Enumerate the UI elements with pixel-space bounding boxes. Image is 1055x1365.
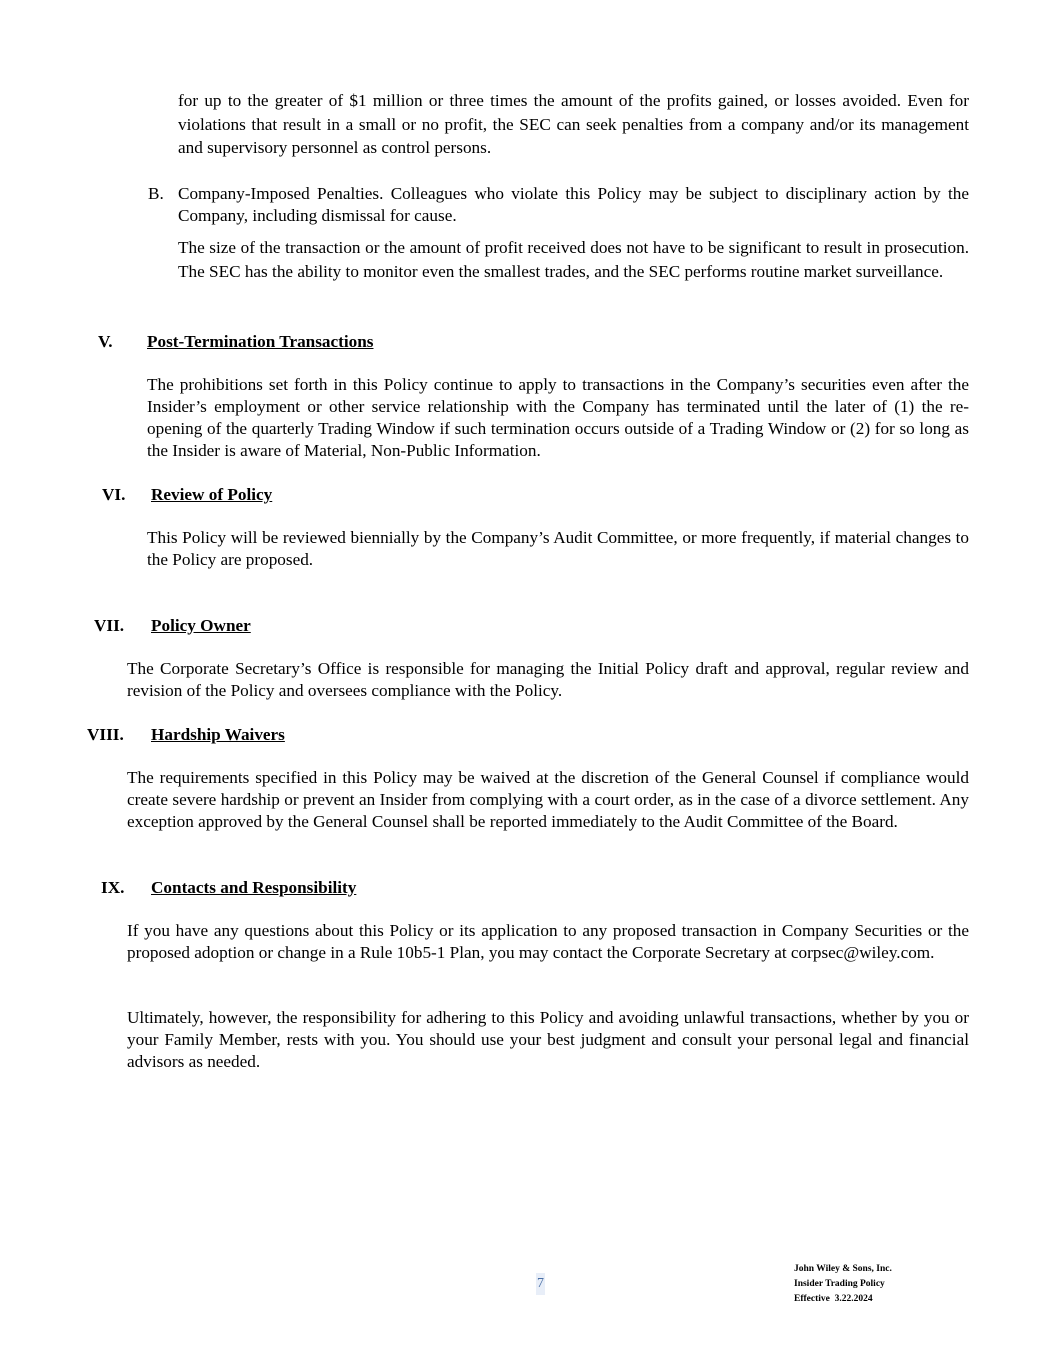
section-vi-body: This Policy will be reviewed biennially by the Company’s Audit Committee, or more frequently, if material changes to the Policy are proposed. — [147, 528, 969, 569]
section-ix-number: IX. — [101, 878, 125, 897]
section-vi-number: VI. — [102, 485, 126, 504]
section-v-title: Post-Termination Transactions — [147, 332, 374, 351]
footer-policy: Insider Trading Policy — [794, 1279, 885, 1289]
intro-paragraph-2: The size of the transaction or the amount of profit received does not have to be significant to result in prosecution. The SEC has the ability to monitor even the smallest trades, and the SEC performs routine market surveillance. — [178, 238, 969, 281]
page-number: 7 — [536, 1273, 545, 1295]
section-viii-number: VIII. — [87, 725, 124, 744]
section-vii-number: VII. — [94, 616, 125, 635]
section-ix-body-1: If you have any questions about this Policy or its application to any proposed transaction in Company Securities or the proposed adoption or change in a Rule 10b5-1 Plan, you may contact the Corporate Secretary at corpsec@wiley.com. — [127, 921, 969, 962]
section-vii-title: Policy Owner — [151, 616, 251, 635]
section-ix-body-2: Ultimately, however, the responsibility for adhering to this Policy and avoiding unlawful transactions, whether by you or your Family Member, rests with you. You should use your best judgment and consult your personal legal and financial advisors as needed. — [127, 1008, 969, 1071]
footer-info — [794, 1262, 892, 1307]
list-marker-b: B. — [148, 184, 164, 203]
intro-paragraph: for up to the greater of $1 million or three times the amount of the profits gained, or losses avoided. Even for violations that result in a small or no profit, the SEC can seek penalties from a company and/or its management and supervisory personnel as control persons. — [178, 91, 969, 157]
section-ix-title: Contacts and Responsibility — [151, 878, 357, 897]
section-vii-body: The Corporate Secretary’s Office is responsible for managing the Initial Policy draft and approval, regular review and revision of the Policy and oversees compliance with the Policy. — [127, 659, 969, 700]
item-b-text: Company-Imposed Penalties. Colleagues who violate this Policy may be subject to disciplinary action by the Company, including dismissal for cause. — [178, 184, 969, 225]
footer-company: John Wiley & Sons, Inc. — [794, 1264, 892, 1274]
section-viii-body: The requirements specified in this Policy may be waived at the discretion of the General Counsel if compliance would create severe hardship or prevent an Insider from complying with a court order, as in the case of a divorce settlement. Any exception approved by the General Counsel shall be reported immediately to the Audit Committee of the Board. — [127, 768, 969, 831]
footer-effective: Effective 3.22.2024 — [794, 1294, 873, 1304]
section-v-number: V. — [98, 332, 113, 351]
section-v-body: The prohibitions set forth in this Policy continue to apply to transactions in the Company’s securities even after the Insider’s employment or other service relationship with the Company has terminated until the later of (1) the re-opening of the quarterly Trading Window if such termination occurs outside of a Trading Window or (2) for so long as the Insider is aware of Material, Non-Public Information. — [147, 375, 969, 460]
section-vi-title: Review of Policy — [151, 485, 273, 504]
section-viii-title: Hardship Waivers — [151, 725, 285, 744]
